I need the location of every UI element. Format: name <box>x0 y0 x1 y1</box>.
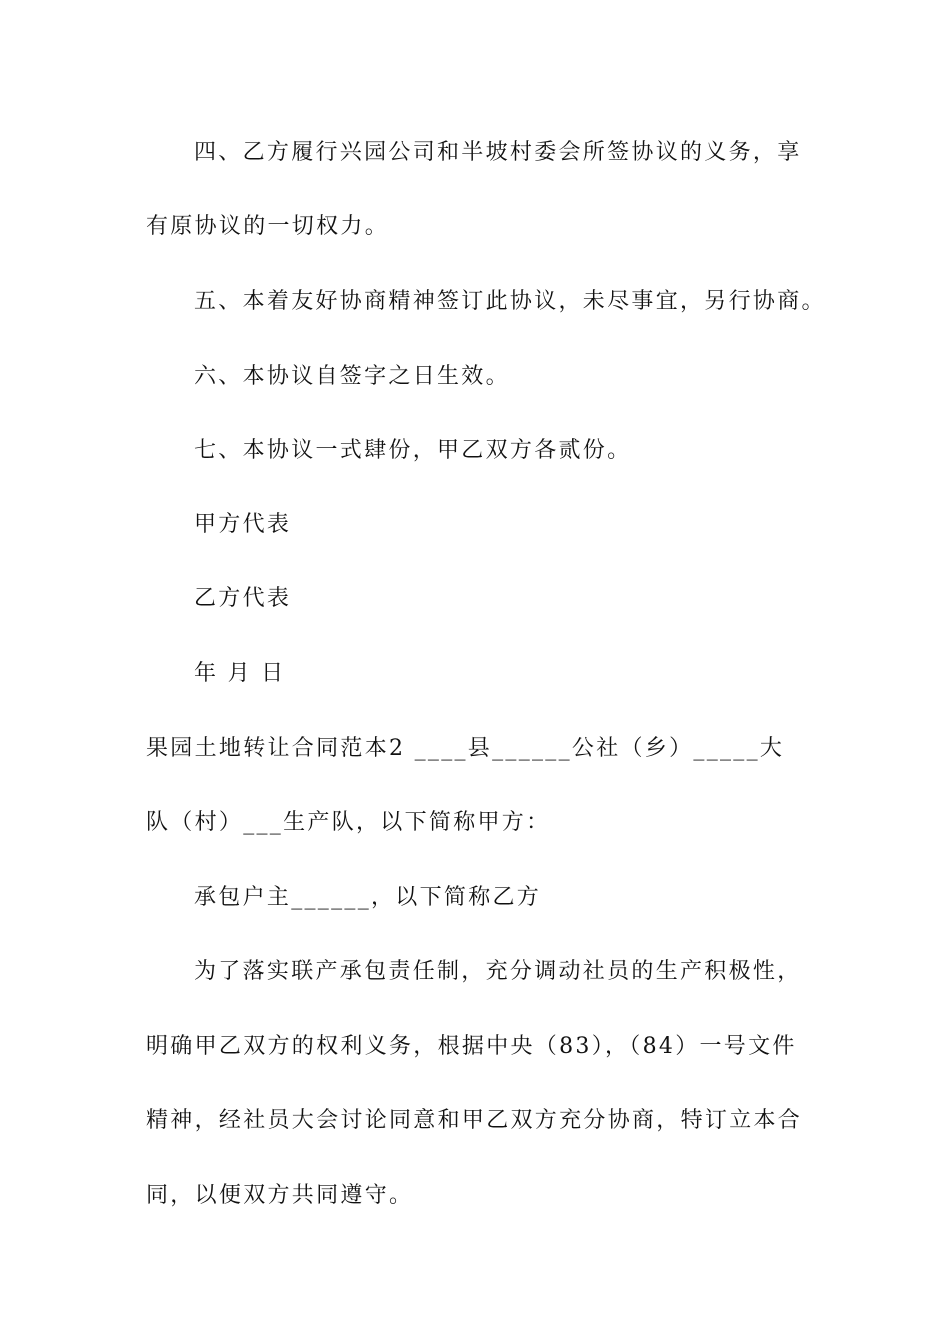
paragraph-line: 承包户主______，以下简称乙方 <box>194 885 542 910</box>
paragraph-line: 为了落实联产承包责任制，充分调动社员的生产积极性， <box>194 959 802 984</box>
signature-label-party-a: 甲方代表 <box>194 512 292 537</box>
section-title-line: 果园土地转让合同范本2 ____县______公社（乡）_____大 <box>146 736 785 761</box>
paragraph-line: 六、本协议自签字之日生效。 <box>194 364 510 389</box>
signature-label-party-b: 乙方代表 <box>194 586 292 611</box>
paragraph-line: 有原协议的一切权力。 <box>146 214 390 239</box>
paragraph-line: 同，以便双方共同遵守。 <box>146 1183 414 1208</box>
paragraph-line: 七、本协议一式肆份，甲乙双方各贰份。 <box>194 438 632 463</box>
paragraph-line: 明确甲乙双方的权利义务，根据中央（83），（84）一号文件 <box>146 1034 797 1059</box>
date-line: 年 月 日 <box>194 661 286 686</box>
paragraph-line: 四、乙方履行兴园公司和半坡村委会所签协议的义务，享 <box>194 140 802 165</box>
paragraph-line: 五、本着友好协商精神签订此协议，未尽事宜，另行协商。 <box>194 289 826 314</box>
paragraph-line: 队（村）___生产队，以下简称甲方： <box>146 810 551 835</box>
paragraph-line: 精神，经社员大会讨论同意和甲乙双方充分协商，特订立本合 <box>146 1108 803 1133</box>
